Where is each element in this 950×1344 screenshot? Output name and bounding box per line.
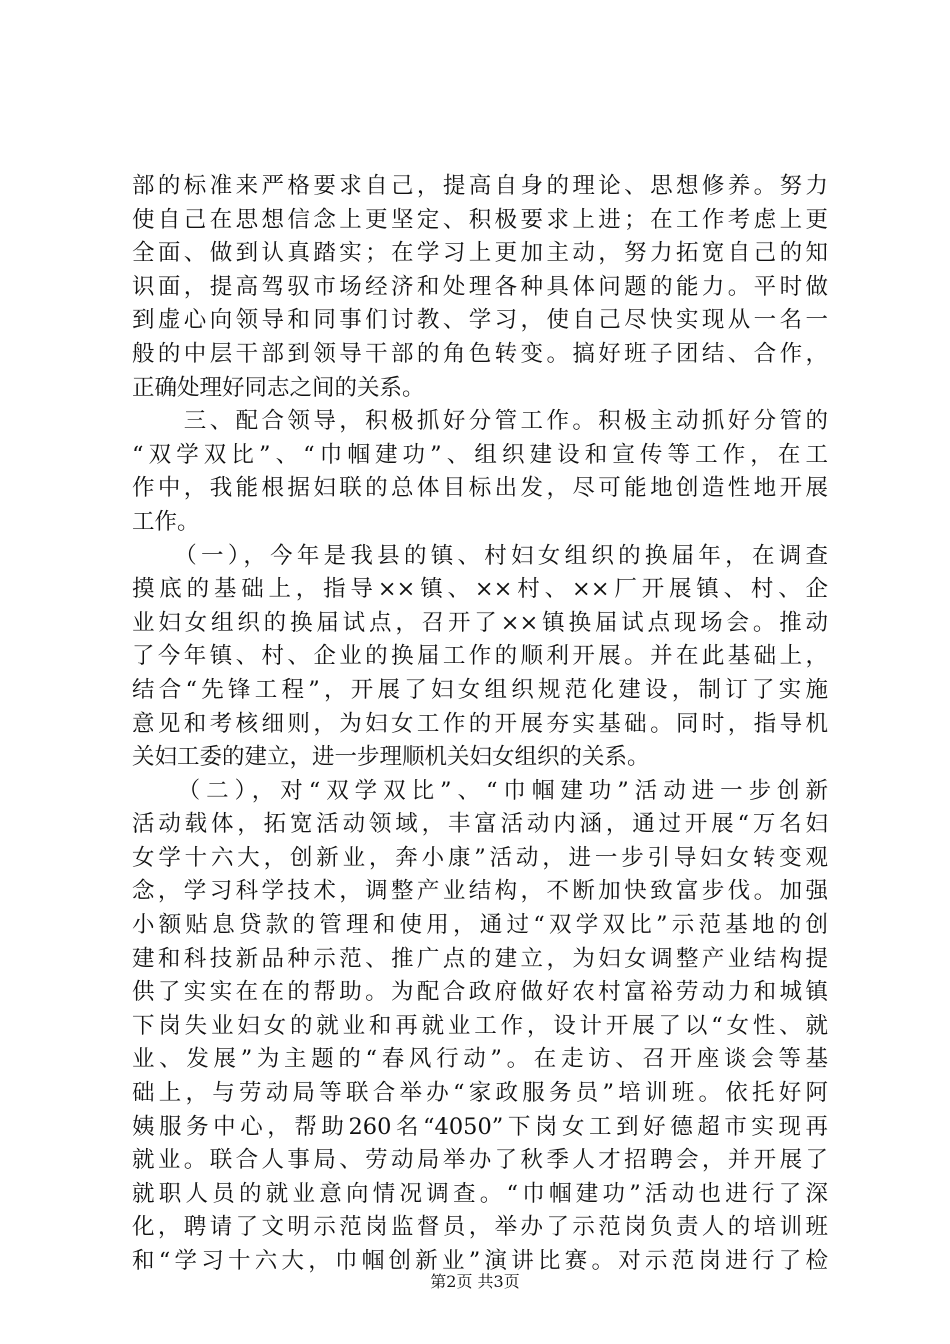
text-line: 三、配合领导，积极抓好分管工作。积极主动抓好分管的 [132, 408, 828, 435]
text-line: 全面、做到认真踏实；在学习上更加主动，努力拓宽自己的知 [132, 240, 828, 267]
text-line: 姨服务中心，帮助260名“4050”下岗女工到好德超市实现再 [132, 1113, 828, 1140]
text-line: 使自己在思想信念上更坚定、积极要求上进；在工作考虑上更 [132, 206, 828, 233]
text-line: 础上，与劳动局等联合举办“家政服务员”培训班。依托好阿 [132, 1080, 828, 1107]
text-line: 活动载体，拓宽活动领域，丰富活动内涵，通过开展“万名妇 [132, 811, 828, 838]
text-line: 到虚心向领导和同事们讨教、学习，使自己尽快实现从一名一 [132, 307, 828, 334]
text-line: 关妇工委的建立，进一步理顺机关妇女组织的关系。 [132, 744, 650, 771]
text-line: 念，学习科学技术，调整产业结构，不断加快致富步伐。加强 [132, 878, 828, 905]
text-line: 下岗失业妇女的就业和再就业工作，设计开展了以“女性、就 [132, 1012, 828, 1039]
text-line: “双学双比”、“巾帼建功”、组织建设和宣传等工作，在工 [132, 441, 828, 468]
text-line: 意见和考核细则，为妇女工作的开展夯实基础。同时，指导机 [132, 710, 828, 737]
text-line: 正确处理好同志之间的关系。 [132, 374, 425, 401]
document-body [132, 170, 828, 1279]
text-line: 部的标准来严格要求自己，提高自身的理论、思想修养。努力 [132, 173, 828, 199]
text-line: 摸底的基础上，指导××镇、××村、××厂开展镇、村、企 [132, 576, 828, 603]
text-line: 就业。联合人事局、劳动局举办了秋季人才招聘会，并开展了 [132, 1147, 828, 1174]
text-line: 业、发展”为主题的“春风行动”。在走访、召开座谈会等基 [132, 1046, 828, 1073]
text-line: 化，聘请了文明示范岗监督员，举办了示范岗负责人的培训班 [132, 1214, 828, 1241]
text-line: 了今年镇、村、企业的换届工作的顺利开展。并在此基础上， [132, 643, 828, 670]
page-footer: 第2页 共3页 [430, 1272, 520, 1291]
text-line: （二），对“双学双比”、“巾帼建功”活动进一步创新 [132, 777, 828, 804]
text-line: 识面，提高驾驭市场经济和处理各种具体问题的能力。平时做 [132, 273, 828, 300]
text-line: 般的中层干部到领导干部的角色转变。搞好班子团结、合作， [132, 340, 828, 367]
text-line: 业妇女组织的换届试点，召开了××镇换届试点现场会。推动 [132, 609, 828, 636]
text-line: （一），今年是我县的镇、村妇女组织的换届年，在调查 [132, 542, 828, 569]
text-line: 作中，我能根据妇联的总体目标出发，尽可能地创造性地开展 [132, 475, 828, 502]
text-line: 供了实实在在的帮助。为配合政府做好农村富裕劳动力和城镇 [132, 979, 828, 1006]
text-line: 结合“先锋工程”，开展了妇女组织规范化建设，制订了实施 [132, 676, 828, 703]
text-line: 和“学习十六大，巾帼创新业”演讲比赛。对示范岗进行了检 [132, 1248, 828, 1274]
text-line: 建和科技新品种示范、推广点的建立，为妇女调整产业结构提 [132, 945, 828, 972]
text-line: 女学十六大，创新业，奔小康”活动，进一步引导妇女转变观 [132, 844, 828, 871]
text-line: 工作。 [132, 508, 200, 535]
text-line: 小额贴息贷款的管理和使用，通过“双学双比”示范基地的创 [132, 912, 828, 939]
text-line: 就职人员的就业意向情况调查。“巾帼建功”活动也进行了深 [132, 1180, 828, 1207]
